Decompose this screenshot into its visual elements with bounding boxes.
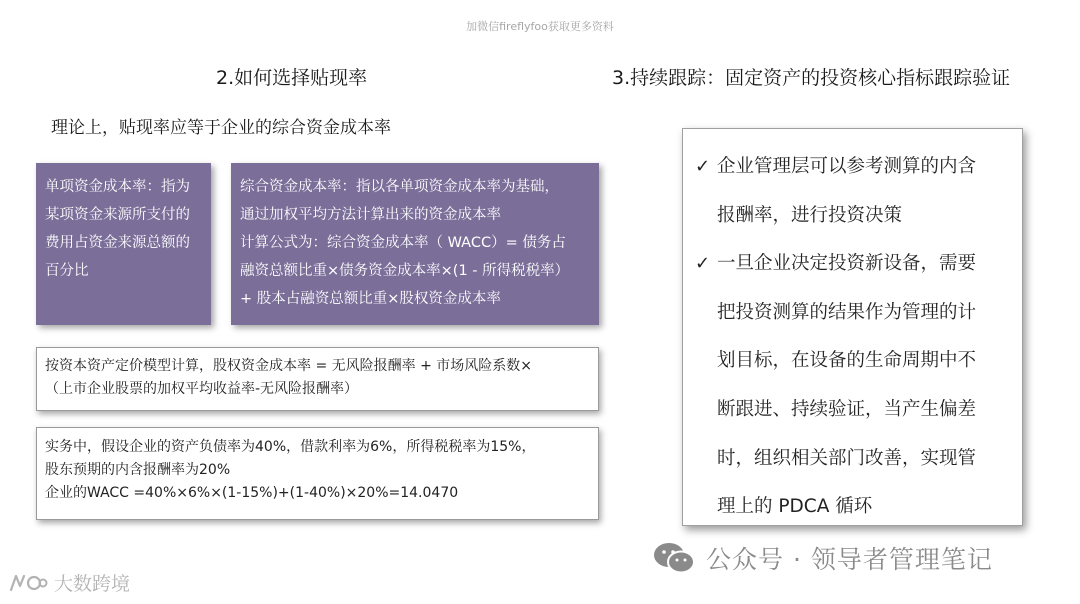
bottom-left-watermark	[8, 569, 130, 596]
wacc-example-line: 企业的WACC =40%×6%×(1-15%)+(1-40%)×20%=14.0470	[45, 485, 459, 501]
bullet-line: 报酬率，进行投资决策	[717, 204, 903, 226]
capm-line: 按资本资产定价模型计算，股权资金成本率 = 无风险报酬率 + 市场风险系数×	[45, 358, 532, 374]
composite-cost-rate-line: 融资总额比重×债务资金成本率×(1 - 所得税税率）	[240, 263, 570, 279]
top-note: 加微信fireflyfoo获取更多资料	[466, 20, 614, 33]
tracking-box	[682, 128, 1023, 526]
composite-cost-rate-box	[231, 163, 599, 325]
composite-cost-rate-line: 计算公式为：综合资金成本率（ WACC）= 债务占	[240, 235, 566, 251]
composite-cost-rate-line: 综合资金成本率：指以各单项资金成本率为基础，	[240, 179, 559, 195]
bullet-item	[695, 143, 1006, 240]
bullet-line: 断跟进、持续验证，当产生偏差	[717, 398, 977, 420]
check-icon: ✓	[695, 156, 711, 177]
capm-box	[36, 347, 599, 411]
left-subheading: 理论上，贴现率应等于企业的综合资金成本率	[51, 118, 391, 138]
wacc-example-line: 实务中，假设企业的资产负债率为40%，借款利率为6%，所得税税率为15%，	[45, 439, 536, 455]
single-cost-rate-line: 单项资金成本率：指为	[45, 179, 190, 195]
wacc-example-box	[36, 427, 599, 520]
single-cost-rate-line: 费用占资金来源总额的	[45, 235, 190, 251]
brand-logo-icon	[8, 572, 48, 594]
wacc-example-line: 股东预期的内含报酬率为20%	[45, 462, 231, 478]
left-heading: 2.如何选择贴现率	[216, 67, 368, 89]
single-cost-rate-line: 百分比	[45, 263, 89, 279]
wechat-icon	[652, 541, 696, 575]
single-cost-rate-line: 某项资金来源所支付的	[45, 207, 190, 223]
bullet-item	[695, 240, 1006, 532]
bullet-line: 把投资测算的结果作为管理的计	[717, 301, 977, 323]
single-cost-rate-box	[36, 163, 211, 325]
bottom-left-watermark-text: 大数跨境	[54, 573, 131, 595]
capm-line: （上市企业股票的加权平均收益率-无风险报酬率）	[45, 381, 359, 397]
check-icon: ✓	[695, 253, 711, 275]
bullet-line: 一旦企业决定投资新设备，需要	[717, 253, 977, 275]
bullet-line: 企业管理层可以参考测算的内含	[717, 156, 977, 177]
wechat-watermark-text: 公众号 · 领导者管理笔记	[706, 545, 993, 574]
composite-cost-rate-line: + 股本占融资总额比重×股权资金成本率	[240, 291, 501, 307]
bullet-line: 时，组织相关部门改善，实现管	[717, 447, 977, 469]
bullet-line: 理上的 PDCA 循环	[717, 496, 873, 518]
composite-cost-rate-line: 通过加权平均方法计算出来的资金成本率	[240, 207, 501, 223]
wechat-watermark	[652, 540, 993, 576]
right-heading: 3.持续跟踪：固定资产的投资核心指标跟踪验证	[612, 67, 1011, 89]
bullet-line: 划目标，在设备的生命周期中不	[717, 350, 977, 372]
